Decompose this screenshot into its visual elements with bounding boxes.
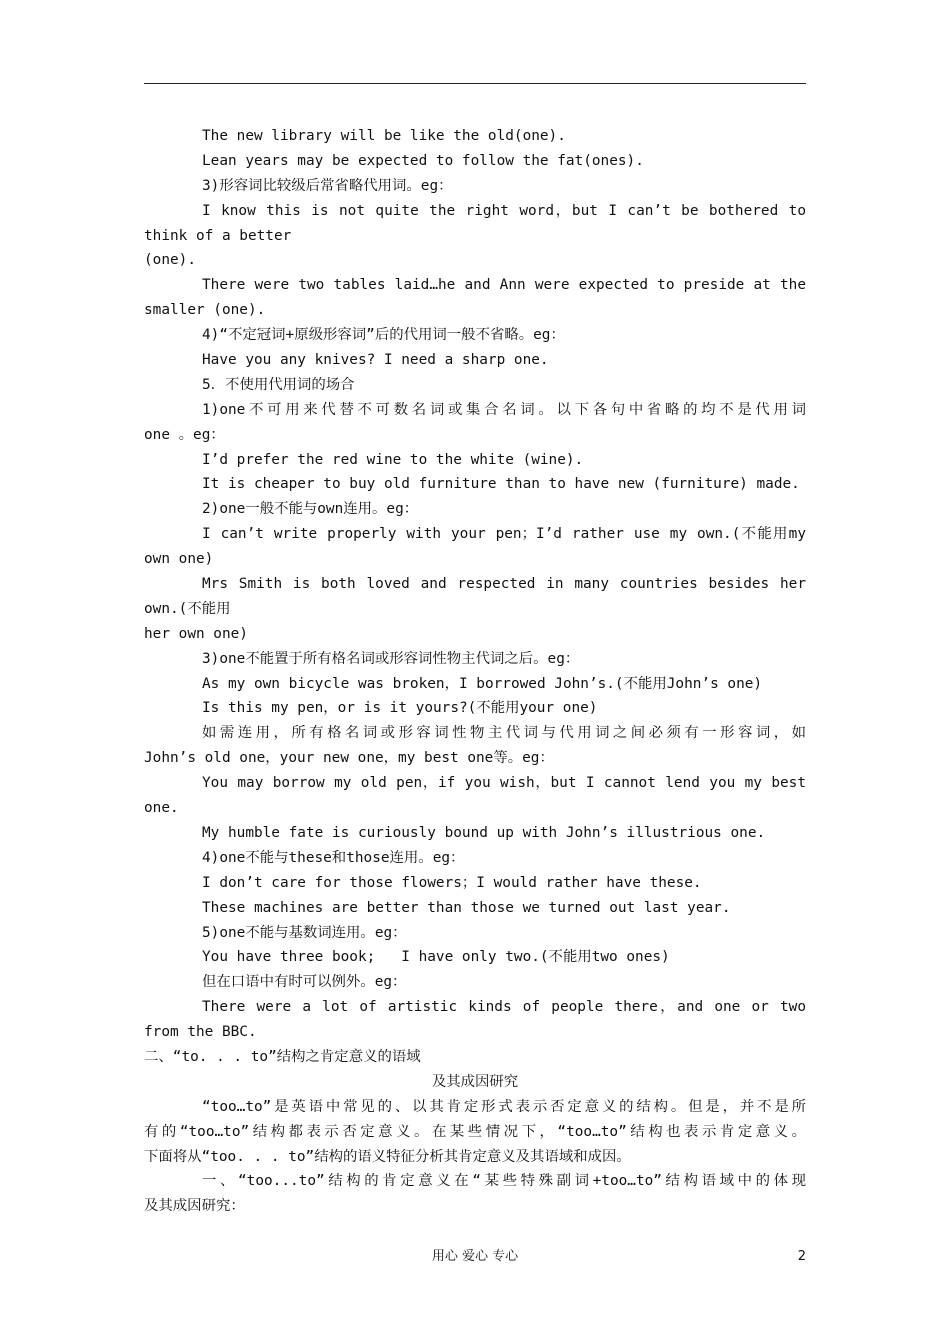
- text-line: There were a lot of artistic kinds of people there，and one or two: [202, 999, 806, 1016]
- text-line: from the BBC.: [144, 1024, 257, 1041]
- text-line: 有的“too…to”结构都表示否定意义。在某些情况下，“too…to”结构也表示肯定意义。: [144, 1123, 806, 1140]
- text-line: 下面将从“too. . . to”结构的语义特征分析其肯定意义及其语域和成因。: [144, 1148, 631, 1165]
- text-line: It is cheaper to buy old furniture than to have new (furniture) made.: [202, 476, 800, 493]
- text-line: John’s old one，your new one，my best one等。eg：: [144, 750, 554, 767]
- text-line: You have three book; I have only two.(不能用two ones): [202, 949, 670, 966]
- text-line: 但在口语中有时可以例外。eg：: [202, 974, 407, 991]
- text-line: My humble fate is curiously bound up with John’s illustrious one.: [202, 824, 766, 841]
- text-line: own.(不能用: [144, 600, 231, 617]
- text-line: smaller (one).: [144, 302, 266, 319]
- footer-text: 用心 爱心 专心: [431, 1249, 519, 1264]
- text-line: These machines are better than those we turned out last year.: [202, 899, 731, 916]
- text-line: I can’t write properly with your pen；I’d rather use my own.(不能用my: [202, 526, 806, 543]
- text-line: 4)one不能与these和those连用。eg：: [202, 849, 465, 866]
- text-line: (one).: [144, 252, 196, 269]
- page-number: 2: [797, 1249, 806, 1264]
- text-line: think of a better: [144, 227, 292, 244]
- text-line: Have you any knives? I need a sharp one.: [202, 352, 549, 369]
- text-line: As my own bicycle was broken，I borrowed John’s.(不能用John’s one): [202, 675, 763, 692]
- section-heading: 5．不使用代用词的场合: [202, 376, 355, 393]
- text-line: The new library will be like the old(one).: [202, 128, 566, 144]
- text-line: I know this is not quite the right word，but I can’t be bothered to: [202, 202, 806, 219]
- text-line: 3)one不能置于所有格名词或形容词性物主代词之后。eg：: [202, 650, 580, 667]
- text-line: 4)“不定冠词+原级形容词”后的代用词一般不省略。eg：: [202, 327, 565, 344]
- text-line: 如需连用，所有格名词或形容词性物主代词与代用词之间必须有一形容词，如: [202, 725, 806, 742]
- section-heading-continued: 及其成因研究: [431, 1073, 519, 1090]
- document-body: [144, 124, 806, 1219]
- text-line: 3)形容词比较级后常省略代用词。eg：: [202, 177, 453, 194]
- text-line: I don’t care for those flowers；I would rather have these.: [202, 874, 702, 891]
- text-line: 一、“too...to”结构的肯定意义在“某些特殊副词+too…to”结构语域中的体现: [202, 1173, 806, 1190]
- header-rule: [144, 83, 806, 84]
- text-line: one.: [144, 800, 179, 817]
- section-heading: 二、“to. . . to”结构之肯定意义的语域: [144, 1048, 421, 1065]
- text-line: 1)one不可用来代替不可数名词或集合名词。以下各句中省略的均不是代用词: [202, 401, 806, 418]
- text-line: her own one): [144, 625, 248, 642]
- text-line: one 。eg：: [144, 426, 225, 443]
- text-line: You may borrow my old pen，if you wish，but I cannot lend you my best: [202, 775, 806, 792]
- text-line: Mrs Smith is both loved and respected in many countries besides her: [202, 576, 806, 593]
- text-line: 5)one不能与基数词连用。eg：: [202, 924, 407, 941]
- text-line: own one): [144, 551, 214, 568]
- text-line: 2)one一般不能与own连用。eg：: [202, 501, 419, 518]
- text-line: “too…to”是英语中常见的、以其肯定形式表示否定意义的结构。但是，并不是所: [202, 1098, 806, 1115]
- text-line: Lean years may be expected to follow the fat(ones).: [202, 152, 644, 169]
- text-line: 及其成因研究：: [144, 1198, 245, 1215]
- text-line: Is this my pen，or is it yours?(不能用your one): [202, 700, 598, 717]
- text-line: I’d prefer the red wine to the white (wine).: [202, 451, 584, 468]
- text-line: There were two tables laid…he and Ann were expected to preside at the: [202, 277, 806, 294]
